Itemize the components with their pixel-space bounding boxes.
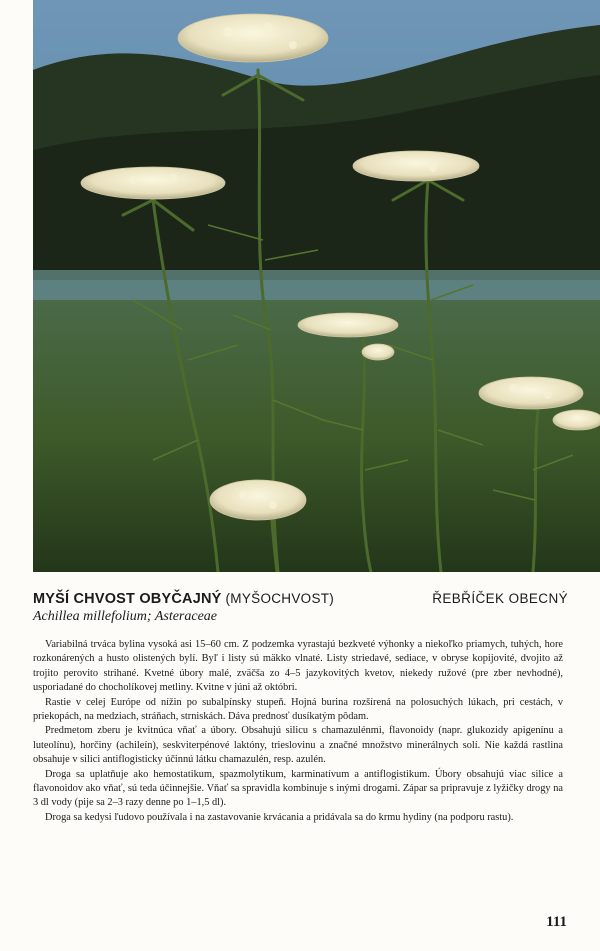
plant-name-slovak: MYŠÍ CHVOST OBYČAJNÝ [33,591,222,607]
paragraph-description: Variabilná trváca bylina vysoká asi 15–60 cm. Z podzemka vyrastajú bezkveté výhonky a niekoľko priamych, tuhých, hore rozkonárených a husto olistených bylí. Byľ i listy sú mäkko vlnaté. Listy striedavé, sediace, v obryse kopijovité, dvojito až trojito perovito strihané. Kvetné úbory malé, zväčša zo 4–5 jazykovitých kvetov, niekedy ružové (pre zber nevhodné), usporiadané do chocholíkovej metliny. Kvitne v júni až októbri. [33,639,563,694]
paragraph-folk-use: Droga sa kedysi ľudovo používala i na zastavovanie krvácania a pridávala sa do krmu hydiny (na podporu rastu). [45,811,514,823]
paragraph-composition: Predmetom zberu je kvitnúca vňať a úbory. Obsahujú silicu s chamazulénmi, flavonoidy (napr. glukozidy apigenínu a luteolínu), horčiny (achileín), seskviterpénové laktóny, trieslovinu a značné množstvo minerálnych solí. Nie každá rastlina obsahuje v silici antiflogisticky účinnú látku chamazulén, resp. azulén. [33,725,563,766]
paragraph-usage: Droga sa uplatňuje ako hemostatikum, spazmolytikum, karminatívum a antiflogistikum. Úbory obsahujú viac silice a flavonoidov ako vňať, sú teda účinnejšie. Vňať sa spravidla kombinuje s inými drogami. Zápar sa pripravuje z lyžičky drogy na 3 dl vody (pije sa 2–3 razy denne po 1–1,5 dl). [33,768,563,809]
plant-title [33,591,334,607]
paragraph-habitat: Rastie v celej Európe od nížin po subalpínsky stupeň. Hojná burina rozšírená na polosuchých lúkach, pri cestách, v priekopách, na medziach, stráňach, strniskách. Dáva prednosť dusíkatým pôdam. [33,696,563,723]
plant-name-czech: ŘEBŘÍČEK OBECNÝ [432,591,568,606]
plant-name-latin: Achillea millefolium; Asteraceae [33,609,218,624]
yarrow-photo-illustration [33,0,600,572]
page-number: 111 [546,914,567,930]
yarrow-photo [33,0,600,572]
plant-name-alternative: (MYŠOCHVOST) [225,591,335,606]
description-text [33,638,563,825]
